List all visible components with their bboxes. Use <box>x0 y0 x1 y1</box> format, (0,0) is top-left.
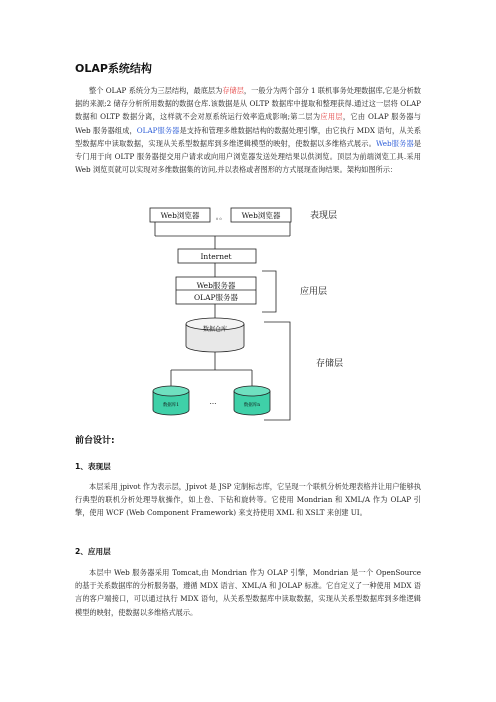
front-design-heading: 前台设计: <box>75 436 115 446</box>
application-layer-label: 应用层 <box>300 287 328 297</box>
database-1-cylinder <box>153 386 189 415</box>
top-dots: 。。 <box>215 213 227 221</box>
warehouse-label: 数据仓库 <box>202 326 228 333</box>
application-section-heading: 2、应用层 <box>75 547 111 556</box>
web-server-highlight: Web服务器 <box>375 138 414 148</box>
browser-label-1: Web浏览器 <box>160 211 200 220</box>
browser-label-2: Web浏览器 <box>241 211 281 220</box>
intro-text-1: 整个 OLAP 系统分为三层结构，最底层为 <box>89 86 223 95</box>
database-1-label: 数据库1 <box>162 403 180 408</box>
olap-server-label: OLAP服务器 <box>193 293 239 302</box>
intro-text-9: 是专门用于向 OLTP 服务器提交用户请求或向用户浏览器发送处理结果以供浏览。顶层为前端浏览工具.采用 Web 浏览页就可以实现对多维数据集的访问,并以表格或者图形的方式展现查询结果。架构如图所示： <box>75 138 422 175</box>
intro-text-7: 是支持和管理多维数据结构的数据处理引擎，由它执行 MDX 语句，从关系型数据库中读取数据，实现从关系型数据库到多维逻辑模型的映射，使数据以多维格式展示。 <box>75 125 422 148</box>
internet-label: Internet <box>200 252 232 261</box>
database-n-cylinder <box>234 386 270 415</box>
application-bracket <box>262 271 276 312</box>
warehouse-cylinder <box>186 318 244 352</box>
presentation-section-heading: 1、表现层 <box>75 462 111 471</box>
presentation-layer-label: 表现层 <box>310 211 338 221</box>
application-layer-highlight: 应用层 <box>320 112 343 122</box>
application-section-text: 本层中 Web 服务器采用 Tomcat,由 Mondrian 作为 OLAP 引擎，Mondrian 是一个 OpenSource 的基于关系数据库的分析服务器，遵循 MDX 语言、XML/A 和 JOLAP 标准。它自定义了一种使用 MDX 语言的客户端接口，可以通过执行 MDX 语句，从关系型数据库中读取数据，实现从关系型数据库到多维逻辑模型的映射，使数据以多维格式展示。 <box>75 568 421 617</box>
intro-text-3: ，一般分为两个部分 1 联机事务处理数据库,它是分析数据的来源;2 储存分析所用数据的数据仓库.该数据是从 OLTP 数据库中提取和整理获得.通过这一层将 OLAP 数据和 OLTP 数据分离，这样就不会对原系统运行效率造成影响;第二层为 <box>75 86 421 122</box>
olap-server-highlight: OLAP服务器 <box>136 125 180 135</box>
web-server-label: Web服务器 <box>196 281 236 290</box>
database-n-label: 数据库n <box>243 403 261 408</box>
presentation-section-text: 本层采用 jpivot 作为表示层，Jpivot 是 JSP 定制标志库，它呈现一个联机分析处理表格并让用户能够执行典型的联机分析处理导航操作，如上卷、下钻和旋转等。它使用 Mondrian 和 XML/A 作为 OLAP 引擎，使用 WCF (Web Component Framework) 来支持使用 XML 和 XSLT 来创建 UI。 <box>75 482 421 518</box>
bottom-dots: … <box>209 398 217 406</box>
intro-text-5: ，它由 OLAP 服务器与 Web 服务器组成， <box>75 112 421 135</box>
page-title: OLAP系统结构 <box>75 62 152 75</box>
storage-layer-label: 存储层 <box>316 359 344 369</box>
storage-layer-highlight: 存储层 <box>222 86 244 95</box>
